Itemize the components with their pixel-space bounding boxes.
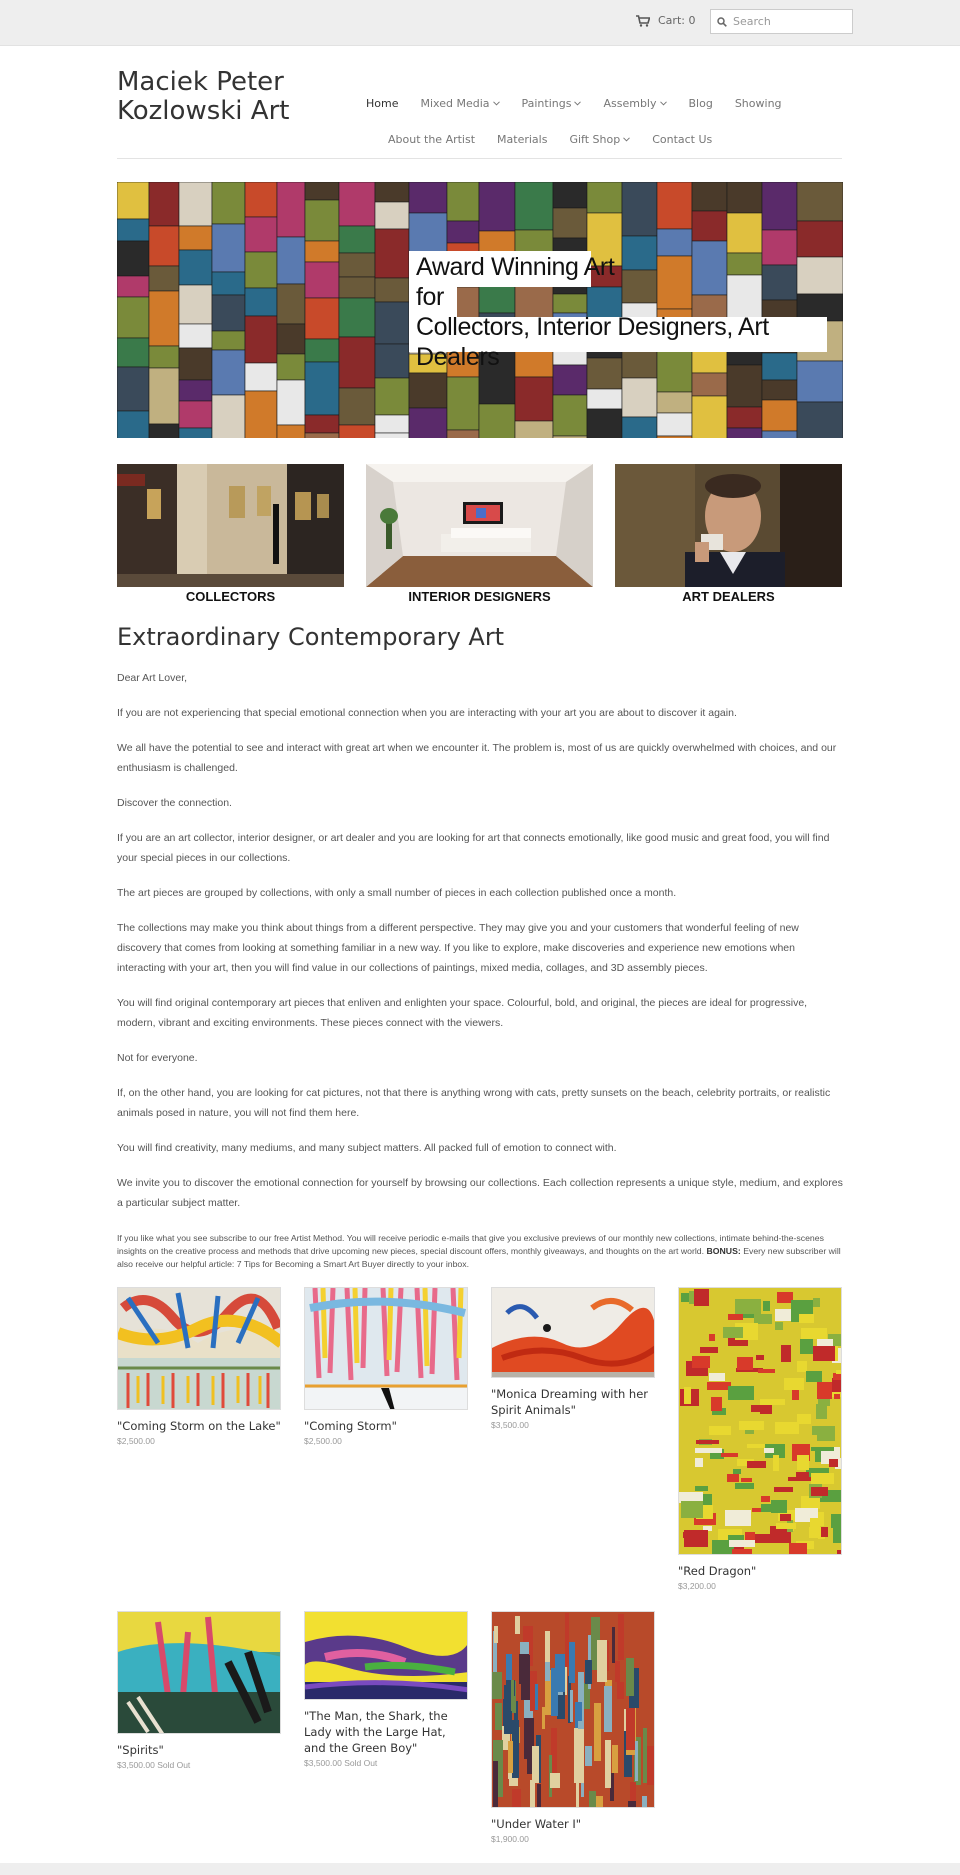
main-nav-row-2 xyxy=(388,133,734,146)
chevron-down-icon xyxy=(660,101,667,106)
nav-contact-label: Contact Us xyxy=(652,133,713,146)
site-title-line1: Maciek Peter xyxy=(117,67,284,97)
nav-showing[interactable] xyxy=(735,97,782,110)
product-title[interactable]: "Monica Dreaming with her Spirit Animals" xyxy=(491,1387,648,1417)
nav-home-label: Home xyxy=(366,97,399,110)
hero-banner[interactable] xyxy=(117,182,843,438)
cart-icon xyxy=(636,15,650,27)
product-title[interactable]: "Spirits" xyxy=(117,1743,164,1757)
banner-line3: Collectors, Interior Designers, Art Dealers xyxy=(416,313,769,371)
intro-paragraph: The art pieces are grouped by collections, with only a small number of pieces in each collection published once a month. xyxy=(117,887,677,899)
product-image[interactable] xyxy=(304,1611,468,1700)
subscribe-text: If you like what you see subscribe to our free Artist Method. You will receive periodic e-mails that give you exclusive previews of our monthly new collections, intimate behind-the-scenes insights on the creative process and methods that drive upcoming new pieces, special discount offers, monthly giveaways, and thoughts on the art world. xyxy=(117,1233,824,1256)
nav-about-label: About the Artist xyxy=(388,133,476,146)
product-card[interactable] xyxy=(117,1611,281,1770)
banner-headline xyxy=(416,252,843,372)
category-collectors[interactable] xyxy=(117,464,344,604)
product-card[interactable] xyxy=(491,1611,655,1844)
price-value: $3,200.00 xyxy=(678,1581,716,1591)
product-title[interactable]: "Under Water I" xyxy=(491,1817,582,1831)
nav-home[interactable] xyxy=(366,97,398,110)
product-title[interactable]: "Coming Storm on the Lake" xyxy=(117,1419,281,1433)
intro-paragraph: Discover the connection. xyxy=(117,797,232,809)
intro-body xyxy=(117,668,843,1228)
price-value: $3,500.00 xyxy=(491,1420,529,1430)
product-card[interactable] xyxy=(304,1287,468,1446)
intro-paragraph: You will find creativity, many mediums, and many subject matters. All packed full of emotion to connect with. xyxy=(117,1142,617,1154)
product-image[interactable] xyxy=(304,1287,468,1410)
nav-contact-us[interactable] xyxy=(652,133,712,146)
sold-out-label: Sold Out xyxy=(344,1758,378,1768)
subscribe-note xyxy=(117,1232,843,1271)
main-nav-row-1 xyxy=(366,97,804,110)
price-value: $1,900.00 xyxy=(491,1834,529,1844)
nav-blog-label: Blog xyxy=(688,97,713,110)
banner-line1: Award Winning Art xyxy=(416,253,615,281)
nav-materials[interactable] xyxy=(497,133,547,146)
nav-assembly-label: Assembly xyxy=(603,97,657,110)
price-value: $2,500.00 xyxy=(117,1436,155,1446)
art-dealers-image xyxy=(615,464,842,587)
site-title[interactable] xyxy=(117,68,337,126)
nav-mixed-media-label: Mixed Media xyxy=(420,97,490,110)
top-bar xyxy=(0,0,960,46)
intro-paragraph: If you are an art collector, interior designer, or art dealer and you are looking for art that connects emotionally, like good music and great food, you will find your special pieces in our collections. xyxy=(117,832,830,864)
collectors-image xyxy=(117,464,344,587)
intro-paragraph: Not for everyone. xyxy=(117,1052,198,1064)
chevron-down-icon xyxy=(574,101,581,106)
product-image[interactable] xyxy=(117,1287,281,1410)
intro-paragraph: If you are not experiencing that special emotional connection when you are interacting with your art you are about to discover it again. xyxy=(117,707,737,719)
price-value: $2,500.00 xyxy=(304,1436,342,1446)
nav-assembly[interactable] xyxy=(603,97,666,110)
product-price xyxy=(491,1834,655,1844)
category-label: ART DEALERS xyxy=(682,589,775,604)
product-price xyxy=(304,1436,468,1446)
search-icon xyxy=(717,17,727,27)
nav-mixed-media[interactable] xyxy=(420,97,499,110)
product-card[interactable] xyxy=(678,1287,842,1591)
footer-strip xyxy=(0,1863,960,1875)
category-art-dealers[interactable] xyxy=(615,464,842,604)
product-image[interactable] xyxy=(117,1611,281,1734)
nav-gift-shop[interactable] xyxy=(569,133,630,146)
intro-paragraph: We all have the potential to see and interact with great art when we encounter it. The problem is, most of us are quickly overwhelmed with choices, and our enthusiasm is challenged. xyxy=(117,742,837,774)
nav-about-the-artist[interactable] xyxy=(388,133,475,146)
category-label: COLLECTORS xyxy=(185,589,276,604)
product-price xyxy=(117,1760,281,1770)
product-image[interactable] xyxy=(491,1287,655,1378)
product-title[interactable]: "Coming Storm" xyxy=(304,1419,397,1433)
product-price xyxy=(678,1581,842,1591)
nav-paintings-label: Paintings xyxy=(521,97,572,110)
cart-link[interactable] xyxy=(636,14,695,27)
interior-designers-image xyxy=(366,464,593,587)
price-value: $3,500.00 xyxy=(117,1760,155,1770)
chevron-down-icon xyxy=(493,101,500,106)
sold-out-label: Sold Out xyxy=(157,1760,191,1770)
product-price xyxy=(304,1758,468,1768)
price-value: $3,500.00 xyxy=(304,1758,342,1768)
banner-line2: for xyxy=(416,283,444,311)
nav-gift-shop-label: Gift Shop xyxy=(569,133,621,146)
intro-paragraph: We invite you to discover the emotional connection for yourself by browsing our collections. Each collection represents a unique style, medium, and explores a particular subject matter. xyxy=(117,1177,843,1209)
chevron-down-icon xyxy=(623,137,630,142)
product-price xyxy=(491,1420,655,1430)
intro-paragraph: You will find original contemporary art pieces that enliven and enlighten your space. Colourful, bold, and original, the pieces are ideal for progressive, modern, vibrant and exciting environments. These pieces connect with the viewers. xyxy=(117,997,808,1029)
header-divider xyxy=(117,158,842,159)
product-image[interactable] xyxy=(678,1287,842,1555)
intro-heading: Extraordinary Contemporary Art xyxy=(117,623,505,651)
site-title-line2: Kozlowski Art xyxy=(117,96,290,126)
product-title[interactable]: "Red Dragon" xyxy=(678,1564,757,1578)
product-price xyxy=(117,1436,281,1446)
bonus-text: Every new subscriber will also receive our helpful article: 7 Tips for Becoming a Smart Art Buyer directly to your inbox. xyxy=(117,1246,841,1269)
product-card[interactable] xyxy=(304,1611,468,1768)
search-input[interactable] xyxy=(733,15,848,28)
bonus-label: BONUS: xyxy=(706,1246,741,1256)
product-card[interactable] xyxy=(117,1287,281,1446)
category-interior-designers[interactable] xyxy=(366,464,593,604)
product-title[interactable]: "The Man, the Shark, the Lady with the Large Hat, and the Green Boy" xyxy=(304,1709,448,1755)
nav-paintings[interactable] xyxy=(522,97,582,110)
intro-paragraph: Dear Art Lover, xyxy=(117,672,188,684)
product-card[interactable] xyxy=(491,1287,655,1430)
intro-paragraph: The collections may make you think about things from a different perspective. They may give you and your customers that wonderful feeling of new discovery that comes from looking at something familiar in a new way. If you like to explore, make discoveries and experience new emotions when interacting with your art, then you will find value in our collections of paintings, mixed media, collages, and 3D assembly pieces. xyxy=(117,922,799,974)
category-label: INTERIOR DESIGNERS xyxy=(408,589,551,604)
intro-paragraph: If, on the other hand, you are looking for cat pictures, not that there is anything wrong with cats, pretty sunsets on the beach, celebrity portraits, or realistic animals posed in nature, you will not find them here. xyxy=(117,1087,831,1119)
nav-showing-label: Showing xyxy=(734,97,782,110)
nav-materials-label: Materials xyxy=(497,133,548,146)
nav-blog[interactable] xyxy=(689,97,713,110)
cart-label: Cart: 0 xyxy=(658,14,696,27)
search-box[interactable] xyxy=(710,9,853,34)
product-image[interactable] xyxy=(491,1611,655,1808)
